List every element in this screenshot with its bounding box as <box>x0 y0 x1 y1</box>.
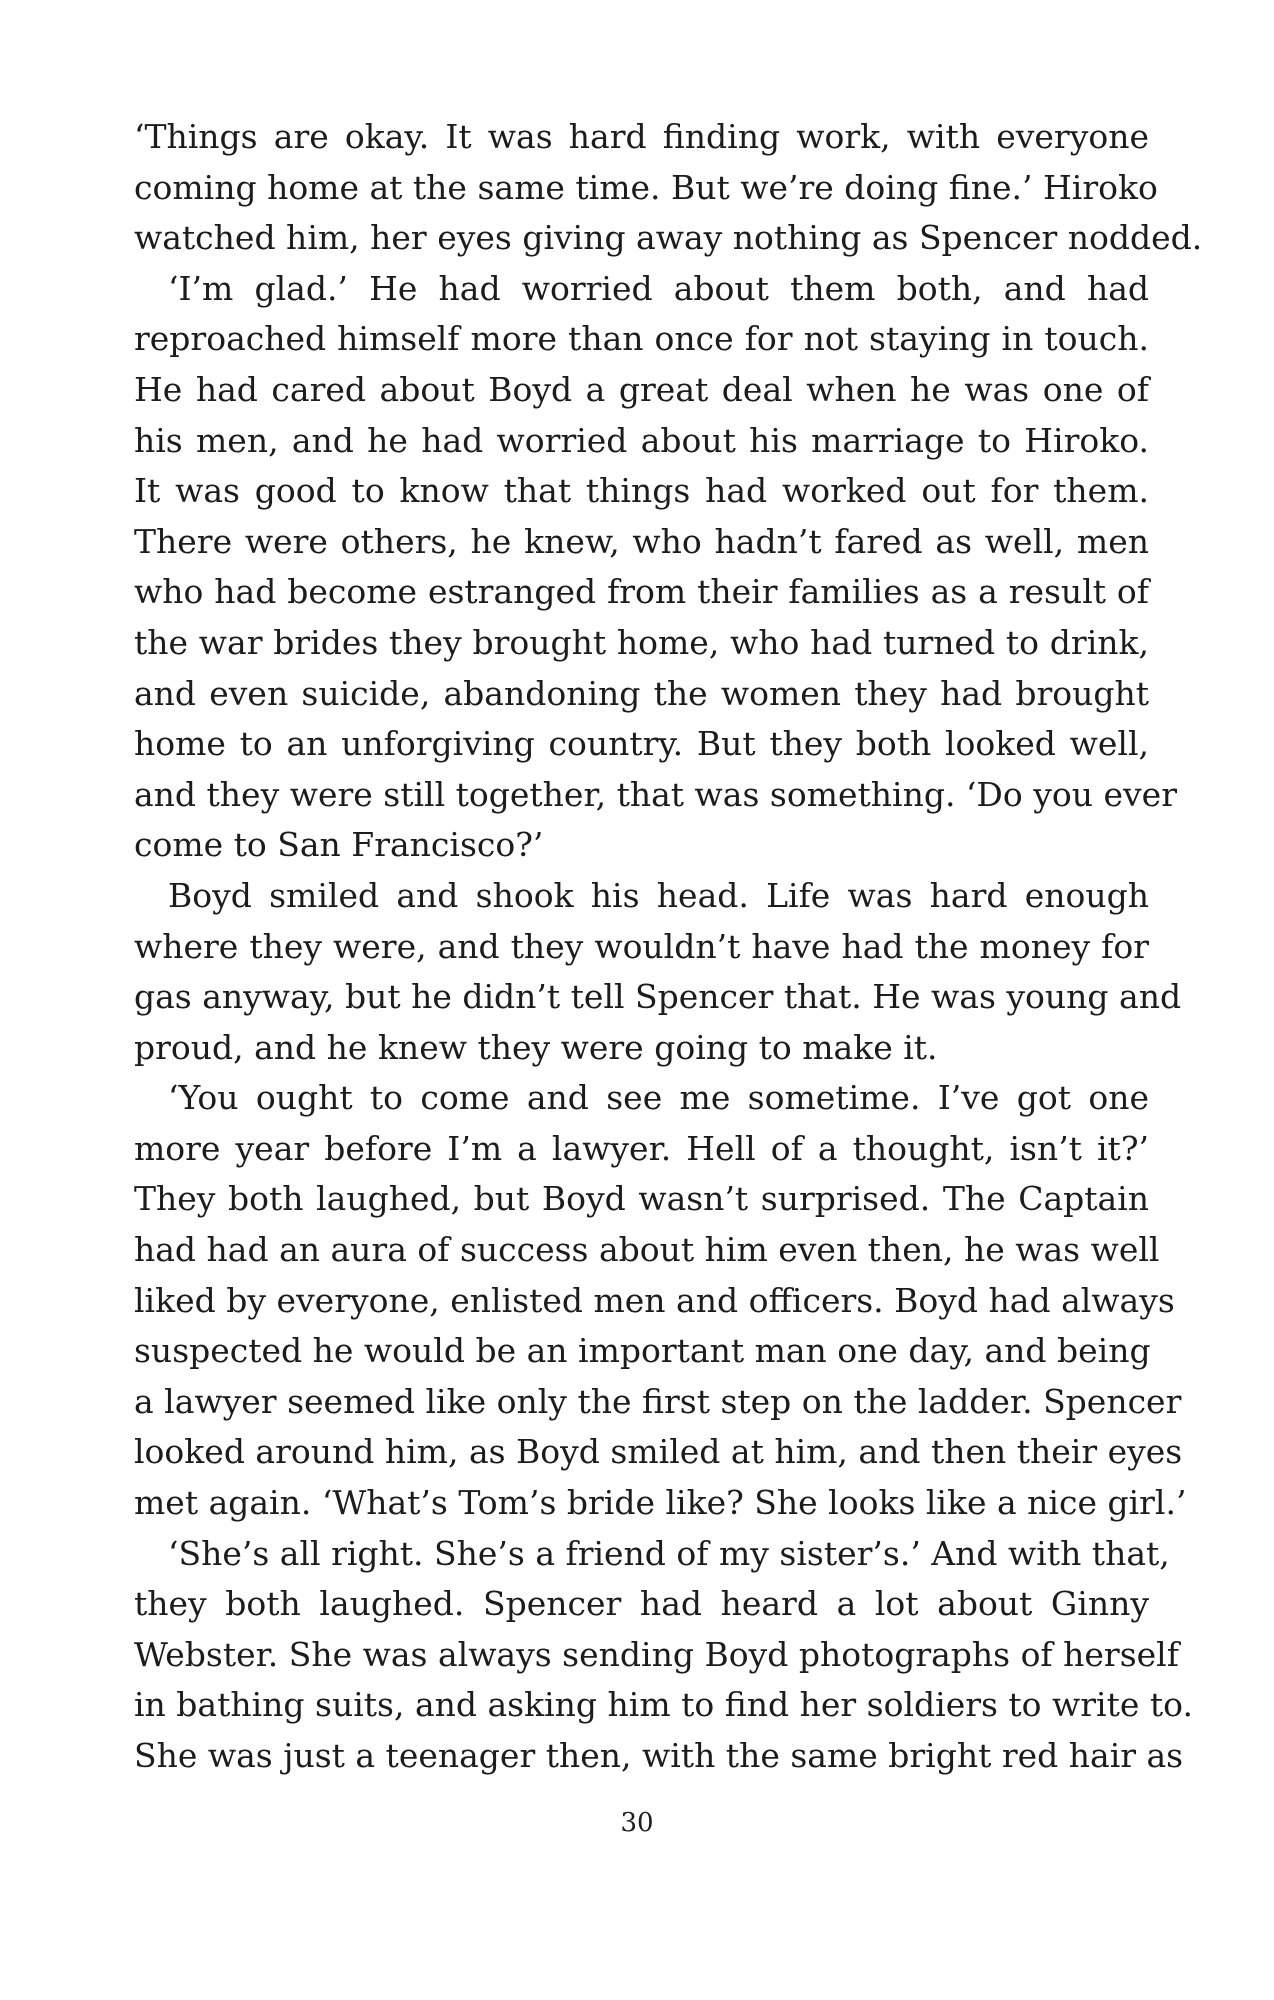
text-line: looked around him, as Boyd smiled at him, and then their eyes <box>134 1432 1183 1472</box>
text-line: ‘You ought to come and see me sometime. I’ve got one <box>168 1078 1149 1118</box>
text-line: in bathing suits, and asking him to find her soldiers to write to. <box>134 1685 1193 1725</box>
text-line: gas anyway, but he didn’t tell Spencer that. He was young and <box>134 977 1182 1017</box>
text-line: suspected he would be an important man one day, and being <box>134 1331 1151 1371</box>
text-line: where they were, and they wouldn’t have had the money for <box>134 926 1149 966</box>
text-line: proud, and he knew they were going to make it. <box>134 1027 938 1067</box>
body-text <box>134 112 1203 1782</box>
page-number: 30 <box>620 1808 654 1838</box>
text-line: who had become estranged from their families as a result of <box>134 572 1149 612</box>
text-line: a lawyer seemed like only the first step on the ladder. Spencer <box>134 1381 1182 1421</box>
text-line: and they were still together, that was something. ‘Do you ever <box>134 774 1177 814</box>
paragraph <box>134 1073 1187 1528</box>
text-line: and even suicide, abandoning the women they had brought <box>134 673 1149 713</box>
text-line: the war brides they brought home, who had turned to drink, <box>134 622 1149 662</box>
text-line: She was just a teenager then, with the same bright red hair as <box>134 1736 1184 1775</box>
text-line: reproached himself more than once for not staying in touch. <box>134 319 1149 359</box>
text-line: watched him, her eyes giving away nothing as Spencer nodded. <box>134 218 1203 258</box>
text-line: met again. ‘What’s Tom’s bride like? She looks like a nice girl.’ <box>134 1483 1187 1523</box>
text-line: ‘She’s all right. She’s a friend of my sister’s.’ And with that, <box>168 1533 1170 1573</box>
text-line: liked by everyone, enlisted men and officers. Boyd had always <box>134 1280 1175 1320</box>
text-line: He had cared about Boyd a great deal when he was one of <box>134 369 1149 409</box>
paragraph <box>134 264 1177 871</box>
text-line: had had an aura of success about him even then, he was well <box>134 1230 1160 1270</box>
text-line: coming home at the same time. But we’re doing fine.’ Hiroko <box>134 167 1158 207</box>
text-line: Webster. She was always sending Boyd photographs of herself <box>134 1634 1179 1674</box>
paragraph <box>134 112 1203 264</box>
text-line: There were others, he knew, who hadn’t fared as well, men <box>134 521 1149 561</box>
text-line: ‘I’m glad.’ He had worried about them both, and had <box>168 268 1149 308</box>
text-line: ‘Things are okay. It was hard finding work, with everyone <box>134 117 1149 156</box>
text-line: Boyd smiled and shook his head. Life was hard enough <box>168 875 1149 915</box>
text-line: come to San Francisco?’ <box>134 825 544 865</box>
text-line: It was good to know that things had worked out for them. <box>134 471 1149 511</box>
text-line: home to an unforgiving country. But they both looked well, <box>134 724 1149 764</box>
text-line: They both laughed, but Boyd wasn’t surprised. The Captain <box>134 1179 1149 1219</box>
paragraph <box>134 871 1182 1073</box>
text-line: more year before I’m a lawyer. Hell of a thought, isn’t it?’ <box>134 1128 1149 1168</box>
text-line: they both laughed. Spencer had heard a lot about Ginny <box>134 1584 1149 1624</box>
text-line: his men, and he had worried about his marriage to Hiroko. <box>134 420 1149 460</box>
paragraph <box>134 1529 1193 1782</box>
